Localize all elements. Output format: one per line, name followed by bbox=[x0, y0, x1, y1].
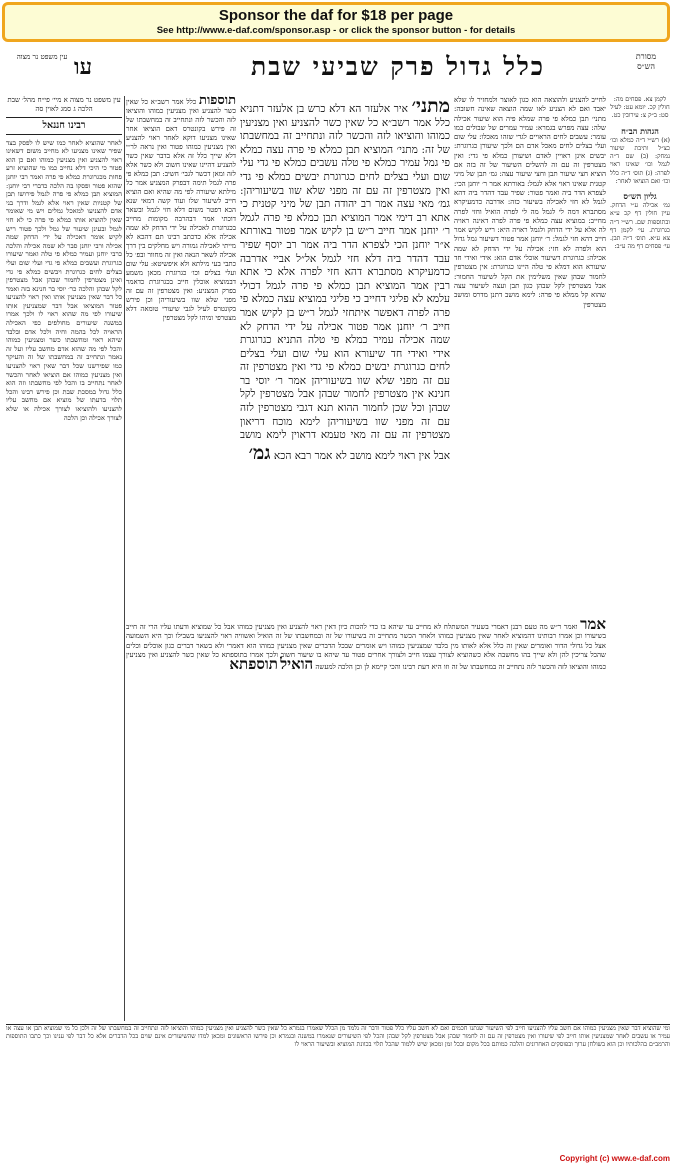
page-header bbox=[8, 50, 668, 92]
rabbeinu-chananel-heading: רבינו חננאל bbox=[6, 122, 122, 135]
lower-heading-hoil: הואיל bbox=[280, 655, 314, 674]
lower-heading-tosefta: תוספתא bbox=[229, 655, 278, 674]
tosafot-column bbox=[126, 96, 236, 616]
lower-commentary-text: ואמר ר״ש מה טעם רבנן דאמרי בשעיר המשתלח לא מחייב עד שיהא בו כדי להכות כיון דאין ראוי להצניע ואין מצניעין כמוהו אבל כל שמוציא ודעתו עליו הרי זה חייב בשיעורו וכן אמרו רבותינו דהמוציא לאחר שאין מצניעין כמוהו ולאחר הכשר מתחייב זה בשיעורו של זה ובמחשבתו של זה הואיל ואשוויה ראוי להצניעו בשבילו וכך היא השמועה אצל כל גדולי הדור ואומרים שאין זה כלל אלא לאותו מין בלבד שמצניעין כמוהו ויש אומרים שבכל הדברים שאין מצניעין כמוהו הוא דאמרי ולא בשאר דברים כגון אוכלים וכלים שהכל צריכין להן ולא שייך בהו מחשבה אלא כשהוציא לצורך עצמו חייב ולצורך אחרים פטור עד שיהא בו שיעור חשוב ולכך אמרו בתוספתא כל שאין כשר להצניע ואין מצניעין כמוהו והוציאו לזה והכשר לזה נתחייב זה במחשבתו של זה וזו היא דעת רבינו והכי קיימא לן וכן הלכה למעשה bbox=[126, 623, 606, 672]
gilyon-hashas-heading: גליון הש״ס bbox=[623, 191, 657, 202]
ein-mishpat-label: עין משפט נר מצוה bbox=[16, 53, 68, 61]
lower-heading-amar: אמר bbox=[580, 620, 606, 633]
tosafot-heading: תוספות bbox=[199, 96, 236, 108]
rashi-column bbox=[454, 96, 606, 616]
copyright-link[interactable]: Copyright (c) www.e-daf.com bbox=[559, 1154, 670, 1163]
rabbeinu-chananel-text: לאחר שהוציא לאחר כמו שיש לו לפסק בצד שפיר שאינו מצניעו לא מחייב משום דשאינו ראוי להצניע ואין מצניעין כמוהו ואם כן הוא פטור כי היכי דלא נחייב כמו מי שהוציא זרע פחות מכגרוגרת כמלא פי פרה ואמר רבי יוחנן שהוא פטור ופסקו בה הלכה כדברי רבי יוחנן: המוציא תבן כמלא פי פרה לגמל פירושו תבן של קטניות שאין ראוי אלא לגמל ודרך בני אדם להצניעו למאכל גמלים ויש מי שאומר שאין להוציא אותו כמלא פי פרה כי לא חזי לגמל ובעינן שיעור של גמל ולכך פטור ריש לקיש אומר דאכילה על ידי הדחק שמה אכילה ורבי יוחנן סבר לא שמה אכילה והלכה כרבי יוחנן ועמיר כמלא פי טלה ואמר שיעורו כגרוגרת ועשבים כמלא פי גדי ועלי שום ועלי בצלים לחים כגרוגרת ויבשים כמלא פי גדי ואינן מצטרפין לחמור שבהן אבל מצטרפין לקל שבהן והלכה כר׳ יוסי בר חנינא בזה ואמר כל דבר שאין מצניעין אותו ואין ראוי להצניעו פטור המוציאו אבל דבר שמצניעין אותו שיעורו לפי מה שהוא ראוי לו ולכך אמרו במשנה שיעורים מחולפים כפי האכילה הראויה לכל בהמה וחיה ולכל אדם ובלבד שיהא ראוי ומחשבתו כשר ומצניעין כמוהו והכל לפי מה שהוא אדם מחשב עליו ועל זה נאמר ונתחייב זה במחשבתו של זה והעיקר כמו שפירשנו שכל דבר שאין ראוי להצניעו ואין מצניעין כמוהו אם הוציאו לאחר והכשר לאחר נתחייב בו והכל לפי מחשבתו וזה הוא כלל גדול במסכת שבת וכן פירש רבינו והכל תלוי בדעתו של מוציא אם מחשב עליו להצניעו ולהוציאו לצורך אכילה או שלא לצורך אכילה וכן הלכה bbox=[6, 138, 122, 422]
sponsor-title-link[interactable]: Sponsor the daf for $18 per page bbox=[218, 7, 454, 24]
masoret-hashas-text: לקמן צא. פסחים מה: חולין קכ. יומא עט: לעיל סט: ב״ק צ: עירובין כט. bbox=[610, 96, 670, 120]
masoret-label: מסורת הש״ס bbox=[635, 52, 657, 71]
right-margin-column bbox=[610, 96, 670, 1016]
tosafot-text: כלל אמר רשב״א כל שאין כשר להצניע ואין מצניעין כמוהו והוציאו לזה והכשר לזה ונתחייב זה במחשבתו של זה פירש בקונטרס דאם הוציאו אחר שאינו מצניעו דוקא לאחר ראוי להצניע ואין מצניעין כמוהו פטור ואין נראה לר״י דלא שייך כלל זה אלא בדבר שאין כשר להצניע דהיינו שאינו חשוב ולא כשר אלא לזה ומאן דכשר לגבי׳ חשיב: תבן כמלא פי פרה לגמל תימה דבפרק המצניע אמר כל מילתא שיעורה לפי מה שהיא ואם הוציא חייב לשיעור שלו ועוד קשה דמאי שנא הכא דפטר משום דלא חזי לגמל ובשאר דוכתי אמר דבהרבה מקומות מחייב בכגרוגרת לאכילה על ידי הדחק לא שמה אכילה אלא כדכתב רבינו תם דהכא לא מייתי לאכילה גמורה ויש מחלקים בין דרך אכילה לשאר הנאה ואין זה מחוור ובפ׳ כל כתבי בעי מילתא ולא איפשיטא: עלי שום ועלי בצלים וכו׳ כגרוגרת מכאן משמע דבמוציא אוכלין חייב בכגרוגרת כדאמר בפרק המצניע: ואין מצטרפין זה עם זה מפני שלא שוו בשיעוריהן וכן פירש בקונטרס לעיל לגבי שיעורי טומאה דלא מצטרפי ומיהו לקל מצטרפין bbox=[126, 98, 236, 322]
rashi-text: לחייב להצניע ולהוצאה הוא כגון לאוצר ולמחזיר לו שלא יאבד ואם לא הצניע לאו שמה הוצאה שאינה חשובה: מתני׳ תבן כמלא פי פרה שמלא פיה הוא שיעור אכילה שלה: עצה מפרש בגמרא: עמיר עמרים של שבולים כמו עומר: עשבים לחים הראויים לגדי שזהו מאכלו: עלי שום ועלי בצלים לחים מאכל אדם הם ולכך שיעורן כגרוגרת: יבשים אינן ראויין לאדם ושיעורן כמלא פי גדי: ואין מצטרפין זה עם זה להשלים השיעור של זה בזה אם הוציא חצי שיעור תבן וחצי שיעור עצה: גמ׳ תבן של מיני קטנית שאינו ראוי אלא לגמל: באורתא אמר ר׳ יוחנן הכי: לצפרא הדר ביה ואמר פטור: שפיר עבד דהדר ביה דהא לגמל לא חזי לאכילה בשיעור כזה: אדרבה כדמעיקרא מסתברא דמה לי לגמל מה לי לפרה הואיל וחזי לפרה מחייב: במוציא עצה כמלא פי פרה לפרה דאינה ראויה לה אלא על ידי הדחק ולגמל ראויה היא: ריש לקיש אמר חייב דהא חזי לגמל: ר׳ יוחנן אמר פטור דשיעור גמל גדול הוא ולפרה לא חזי: אכילה על ידי הדחק לא שמה אכילה: כגרוגרת דשיעור אוכלי אדם הוא: אידי ואידי חד שיעורא הוא דמלא פי טלה היינו כגרוגרת: אין מצטרפין לחמור שבהן שאין משלימין את הקל לשיעור החמור: אבל מצטרפין לקל שבהן כגון תבן ועצה לשיעור עצה שהוא קל ממלא פי פרה: לימא מושב דתנן מדרס ומושב מצטרפין bbox=[454, 96, 606, 309]
sponsor-banner[interactable] bbox=[2, 2, 670, 42]
gemara-heading: גמ׳ bbox=[248, 441, 271, 464]
page-number: עו bbox=[74, 54, 93, 80]
hagahot-habach-heading: הגהות הב״ח bbox=[621, 125, 659, 136]
hagahot-habach-text: (א) רש״י ד״ה כמלא וכו׳ כצ״ל ותיבת שיעור נמחק: (ב) שם ד״ה לגמל וכו׳ שאינו ראוי לפרה: (ג) תוס׳ ד״ה כלל וכו׳ ואם הוציאו לאחר: bbox=[610, 136, 670, 185]
left-commentary-column bbox=[6, 96, 125, 1021]
gemara-text: איר אלעזר הא דלא כרש בן אלעזר דתניא כלל אמר רשב״א כל שאין כשר להצניע ואין מצניעין כמוהו והוציאו לזה והכשר לזה ונתחייב זה במחשבתו של זה: מתני׳ המוציא תבן כמלא פי פרה עצה כמלא פי גמל עמיר כמלא פי טלה עשבים כמלא פי גדי עלי שום ועלי בצלים לחים כגרוגרת יבשים כמלא פי גדי ואין מצטרפין זה עם זה מפני שלא שוו בשיעוריהן: גמ׳ מאי עצה אמר רב יהודה תבן של מיני קטנית כי אתא רב דימי אמר המוציא תבן כמלא פי פרה לגמל ר׳ יוחנן אמר חייב ר״ש בן לקיש אמר פטור באורתא א״ר יוחנן הכי לצפרא הדר ביה אמר רב יוסף שפיר עבד דהדר ביה דלא חזי לגמל אל״ל אביי אדרבה כדמעיקרא מסתברא דהא חזי לפרה אלא כי אתא רבין אמר המוציא תבן כמלא פי פרה לגמל דכולי עלמא לא פליגי דחייב כי פליגי במוציא עצה כמלא פי פרה לפרה דאפשר איתחזי לגמל ר״ש בן לקיש אמר חייב ר׳ יוחנן אמר פטור אכילה על ידי הדחק לא שמה אכילה עמיר כמלא פי טלה התניא כגרוגרת אידי ואידי חד שיעורא הוא עלי שום ועלי בצלים לחים כגרוגרת יבשים כמלא פי גדי ואין מצטרפין זה עם זה מפני שלא שוו בשיעוריהן אמר ר׳ יוסי בר חנינא אין מצטרפין לחמור שבהן אבל מצטרפין לקל שבהן וכל שכן לחמור ההוא תנא דגבי מצטרפין לזה עם זה מפני שוו בשיעוריהן לימא מוכח דריאון מצטרפין זה עם זה מאי טעמא דראוין לימא מושב אבל אין ראוי לימא מושב לא אמר רבא הכא bbox=[240, 103, 450, 462]
gemara-main-text bbox=[240, 96, 450, 616]
gilyon-hashas-text: גמ׳ אכילה ע״י הדחק. עיין חולין דף קכ ע״א ובתוספות שם. רש״י ד״ה כגרוגרת. עי׳ לקמן דף צא ע״א. תוס׳ ד״ה תבן. עי׳ פסחים דף מה ע״ב: bbox=[610, 202, 670, 251]
mishnah-heading: מתני׳ bbox=[411, 96, 450, 117]
ein-mishpat-text: עין משפט נר מצוה א מיי׳ פי״ח מהל׳ שבת הלכה ג סמג לאוין סה bbox=[6, 96, 122, 118]
bottom-commentary-band bbox=[6, 1024, 670, 1151]
lower-commentary bbox=[126, 620, 606, 1020]
bottom-commentary-text: ומי שהוציא דבר שאין מצניעין כמוהו אם חשב עליו להצניעו חייב לפי השיעור שנתנו חכמים ואם לא חשב עליו כלל פטור ודבר זה נלמד מן הכלל שאמרו בגמרא כל שאין כשר להצניע ואין מצניעין כמוהו והוציאו לזה ונתחייב זה במחשבתו של זה ולכן כל מי שמוציא תבן או עצה או עמיר או עשבים לאחר שמצניעין אותו חייב לפי שיעורו ואין מצטרפין זה עם זה לחמור שבהן אבל מצטרפין לקל שבהן והכל לפי השיעורים שנאמרו במשנה ובגמרא וכן פירשו הראשונים ומכאן למדו שהשיעורים אינם שוים בכל הדברים אלא כל דבר לפי ענינו וכך כתבו התוספות והרמב״ם בהלכותיו וכן הוא בשולחן ערוך ובפוסקים האחרונים והלכה כמותם בכל מקום ובכל זמן ומכאן שיש ללמוד שהכל תלוי בכוונת המוציא ובשיעור הראוי לו bbox=[6, 1025, 670, 1049]
sponsor-details-link[interactable]: See http://www.e-daf.com/sponsor.asp - or click the sponsor button - for details bbox=[156, 25, 516, 36]
chapter-title: כלל גדול פרק שביעי שבת bbox=[250, 52, 546, 81]
